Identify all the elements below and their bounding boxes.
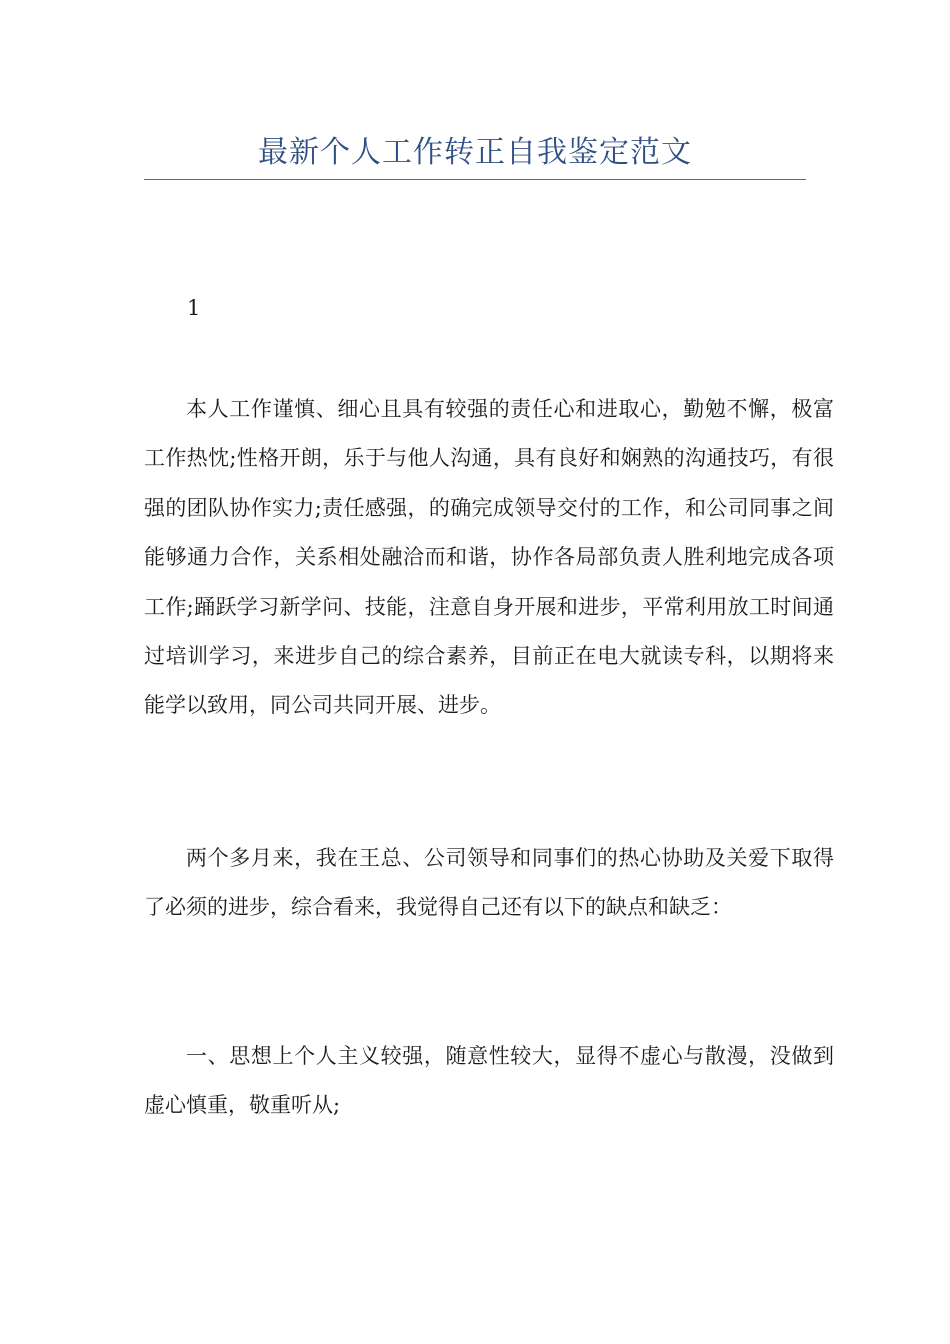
paragraph-self-evaluation: 本人工作谨慎、细心且具有较强的责任心和进取心，勤勉不懈，极富工作热忱;性格开朗，乐于与他人沟通，具有良好和娴熟的沟通技巧，有很强的团队协作实力;责任感强，的确完成领导交付的工作，和公司同事之间能够通力合作，关系相处融洽而和谐，协作各局部负责人胜利地完成各项工作;踊跃学习新学问、技能，注意自身开展和进步，平常利用放工时间通过培训学习，来进步自己的综合素养，目前正在电大就读专科，以期将来能学以致用，同公司共同开展、进步。 <box>144 397 834 718</box>
title-underline <box>144 179 806 180</box>
document-title: 最新个人工作转正自我鉴定范文 <box>258 135 692 170</box>
paragraph-shortcoming-one: 一、思想上个人主义较强，随意性较大，显得不虚心与散漫，没做到虚心慎重，敬重听从; <box>144 1044 834 1118</box>
section-number: 1 <box>187 296 201 320</box>
paragraph-progress-summary: 两个多月来，我在王总、公司领导和同事们的热心协助及关爱下取得了必须的进步，综合看来，我觉得自己还有以下的缺点和缺乏： <box>144 846 834 920</box>
